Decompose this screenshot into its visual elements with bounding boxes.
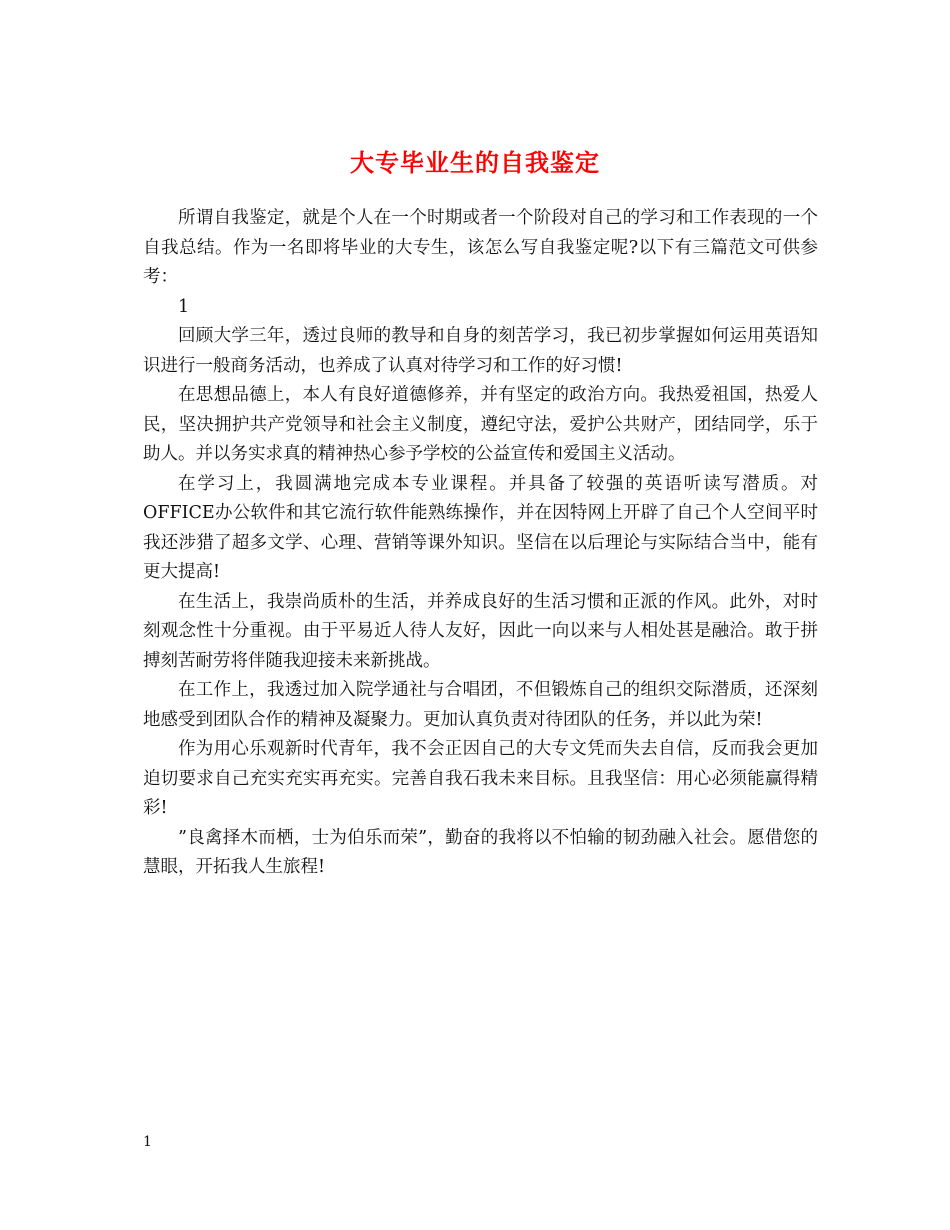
body-paragraph: 作为用心乐观新时代青年，我不会正因自己的大专文凭而失去自信，反而我会更加迫切要求自己充实充实再充实。完善自我石我未来目标。且我坚信：用心必须能赢得精彩! [143,739,818,818]
document-body [143,204,818,883]
intro-paragraph: 所谓自我鉴定，就是个人在一个时期或者一个阶段对自己的学习和工作表现的一个自我总结。作为一名即将毕业的大专生，该怎么写自我鉴定呢?以下有三篇范文可供参考： [143,208,818,287]
section-number: 1 [178,296,190,317]
body-paragraph: 在生活上，我崇尚质朴的生活，并养成良好的生活习惯和正派的作风。此外，对时刻观念性十分重视。由于平易近人待人友好，因此一向以来与人相处甚是融洽。敢于拼搏刻苦耐劳将伴随我迎接未来新挑战。 [143,591,818,671]
body-paragraph: 回顾大学三年，透过良师的教导和自身的刻苦学习，我已初步掌握如何运用英语知识进行一般商务活动，也养成了认真对待学习和工作的好习惯! [143,326,818,376]
body-paragraph: 在思想品德上，本人有良好道德修养，并有坚定的政治方向。我热爱祖国，热爱人民，坚决拥护共产党领导和社会主义制度，遵纪守法，爱护公共财产，团结同学，乐于助人。并以务实求真的精神热心参予学校的公益宣传和爱国主义活动。 [143,385,818,464]
body-paragraph: 在学习上，我圆满地完成本专业课程。并具备了较强的英语听读写潜质。对OFFICE办公软件和其它流行软件能熟练操作，并在因特网上开辟了自己个人空间平时我还涉猎了超多文学、心理、营销等课外知识。坚信在以后理论与实际结合当中，能有更大提高! [143,473,818,582]
page-title: 大专毕业生的自我鉴定 [350,148,600,178]
body-paragraph: ”良禽择木而栖，士为伯乐而荣”，勤奋的我将以不怕输的韧劲融入社会。愿借您的慧眼，开拓我人生旅程! [143,827,818,877]
page-number: 1 [143,1134,152,1150]
body-paragraph: 在工作上，我透过加入院学通社与合唱团，不但锻炼自己的组织交际潜质，还深刻地感受到团队合作的精神及凝聚力。更加认真负责对待团队的任务，并以此为荣! [143,680,818,730]
